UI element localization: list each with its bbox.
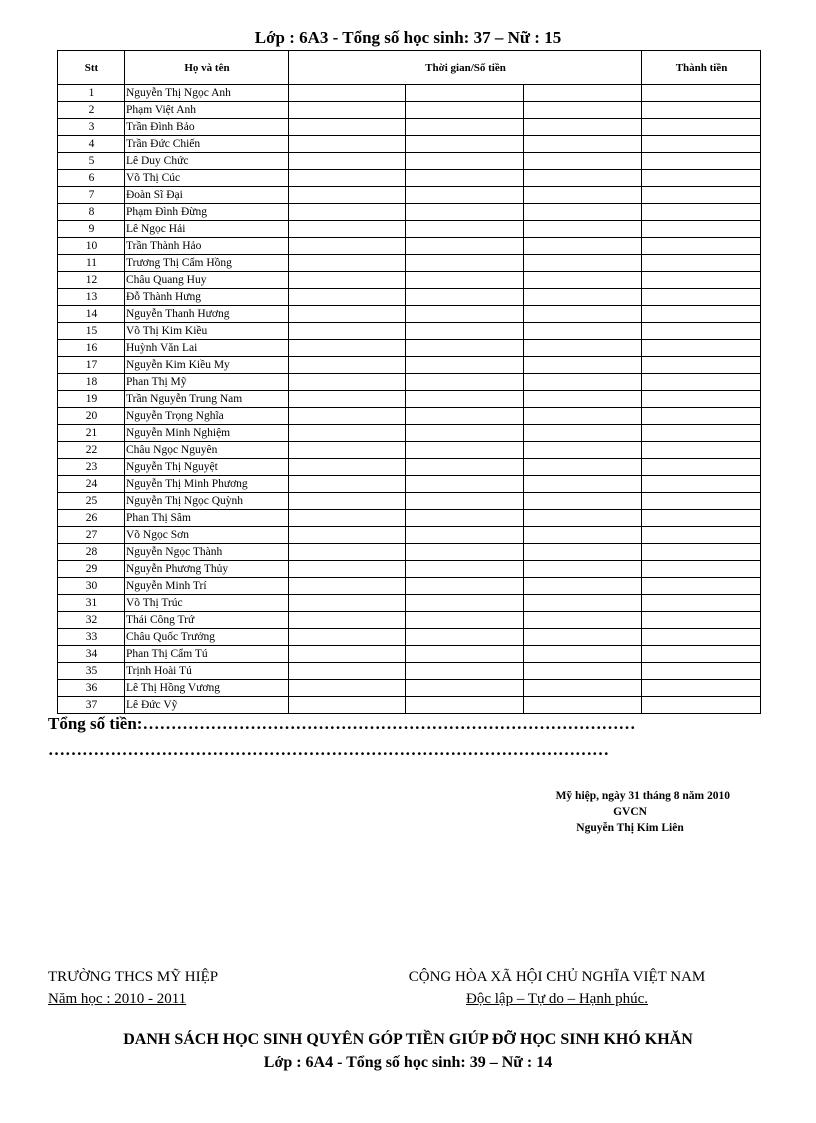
row-time-amount-cell-1 <box>289 391 406 408</box>
row-time-amount-cell-2 <box>406 544 524 561</box>
row-total-cell <box>642 646 761 663</box>
row-time-amount-cell-2 <box>406 221 524 238</box>
row-time-amount-cell-3 <box>524 629 642 646</box>
row-student-name: Trần Thành Hảo <box>125 238 289 255</box>
row-time-amount-cell-1 <box>289 493 406 510</box>
row-stt: 11 <box>58 255 125 272</box>
row-time-amount-cell-3 <box>524 306 642 323</box>
row-stt: 5 <box>58 153 125 170</box>
row-student-name: Trịnh Hoài Tú <box>125 663 289 680</box>
row-time-amount-cell-2 <box>406 697 524 714</box>
row-total-cell <box>642 357 761 374</box>
row-student-name: Nguyễn Thị Ngọc Anh <box>125 85 289 102</box>
row-time-amount-cell-2 <box>406 663 524 680</box>
table-row <box>58 357 761 374</box>
row-time-amount-cell-3 <box>524 697 642 714</box>
row-time-amount-cell-1 <box>289 306 406 323</box>
row-total-cell <box>642 476 761 493</box>
table-row <box>58 544 761 561</box>
row-time-amount-cell-2 <box>406 391 524 408</box>
row-stt: 35 <box>58 663 125 680</box>
total-amount-line <box>48 714 635 734</box>
row-stt: 18 <box>58 374 125 391</box>
row-student-name: Nguyễn Phương Thủy <box>125 561 289 578</box>
total-amount-dots: …………………………………………………………………………… <box>142 714 636 733</box>
table-row <box>58 272 761 289</box>
row-student-name: Nguyễn Thị Nguyệt <box>125 459 289 476</box>
row-time-amount-cell-3 <box>524 170 642 187</box>
signature-date: Mỹ hiệp, ngày 31 tháng 8 năm 2010 <box>555 790 730 802</box>
table-row <box>58 102 761 119</box>
row-time-amount-cell-3 <box>524 357 642 374</box>
row-total-cell <box>642 85 761 102</box>
row-time-amount-cell-3 <box>524 136 642 153</box>
row-time-amount-cell-2 <box>406 510 524 527</box>
table-row <box>58 510 761 527</box>
row-time-amount-cell-3 <box>524 119 642 136</box>
row-stt: 4 <box>58 136 125 153</box>
row-time-amount-cell-3 <box>524 340 642 357</box>
row-time-amount-cell-2 <box>406 289 524 306</box>
row-time-amount-cell-3 <box>524 102 642 119</box>
row-time-amount-cell-1 <box>289 425 406 442</box>
row-stt: 15 <box>58 323 125 340</box>
row-time-amount-cell-1 <box>289 561 406 578</box>
table-row <box>58 255 761 272</box>
row-total-cell <box>642 204 761 221</box>
row-stt: 3 <box>58 119 125 136</box>
row-time-amount-cell-2 <box>406 136 524 153</box>
table-row <box>58 680 761 697</box>
table-row <box>58 221 761 238</box>
row-time-amount-cell-1 <box>289 527 406 544</box>
row-time-amount-cell-1 <box>289 646 406 663</box>
row-student-name: Phạm Việt Anh <box>125 102 289 119</box>
column-header-name: Họ và tên <box>125 51 289 85</box>
table-row <box>58 323 761 340</box>
row-time-amount-cell-1 <box>289 544 406 561</box>
row-total-cell <box>642 323 761 340</box>
row-time-amount-cell-2 <box>406 272 524 289</box>
row-time-amount-cell-3 <box>524 187 642 204</box>
row-stt: 22 <box>58 442 125 459</box>
row-time-amount-cell-2 <box>406 476 524 493</box>
row-student-name: Lê Đức Vỹ <box>125 697 289 714</box>
row-student-name: Nguyễn Minh Trí <box>125 578 289 595</box>
total-amount-label: Tổng số tiền: <box>48 714 143 733</box>
row-total-cell <box>642 544 761 561</box>
row-total-cell <box>642 272 761 289</box>
next-class-summary: Lớp : 6A4 - Tổng số học sinh: 39 – Nữ : 14 <box>263 1054 553 1071</box>
row-time-amount-cell-3 <box>524 680 642 697</box>
row-time-amount-cell-1 <box>289 357 406 374</box>
row-time-amount-cell-2 <box>406 153 524 170</box>
row-student-name: Võ Thị Cúc <box>125 170 289 187</box>
row-stt: 23 <box>58 459 125 476</box>
row-total-cell <box>642 102 761 119</box>
row-student-name: Lê Ngọc Hải <box>125 221 289 238</box>
row-time-amount-cell-3 <box>524 646 642 663</box>
row-time-amount-cell-1 <box>289 578 406 595</box>
row-time-amount-cell-1 <box>289 187 406 204</box>
table-row <box>58 408 761 425</box>
row-time-amount-cell-1 <box>289 680 406 697</box>
row-stt: 10 <box>58 238 125 255</box>
row-student-name: Châu Quốc Trưởng <box>125 629 289 646</box>
row-stt: 9 <box>58 221 125 238</box>
row-time-amount-cell-1 <box>289 85 406 102</box>
row-time-amount-cell-1 <box>289 374 406 391</box>
row-student-name: Nguyễn Ngọc Thành <box>125 544 289 561</box>
row-student-name: Trần Nguyễn Trung Nam <box>125 391 289 408</box>
list-title: DANH SÁCH HỌC SINH QUYÊN GÓP TIỀN GIÚP ĐỠ HỌC SINH KHÓ KHĂN <box>123 1031 693 1048</box>
row-time-amount-cell-2 <box>406 408 524 425</box>
row-stt: 24 <box>58 476 125 493</box>
row-time-amount-cell-2 <box>406 442 524 459</box>
row-student-name: Châu Ngọc Nguyên <box>125 442 289 459</box>
row-time-amount-cell-1 <box>289 595 406 612</box>
row-time-amount-cell-2 <box>406 459 524 476</box>
row-total-cell <box>642 578 761 595</box>
row-stt: 31 <box>58 595 125 612</box>
row-total-cell <box>642 221 761 238</box>
table-header-row <box>58 51 761 85</box>
row-stt: 20 <box>58 408 125 425</box>
row-time-amount-cell-1 <box>289 510 406 527</box>
row-time-amount-cell-3 <box>524 391 642 408</box>
row-time-amount-cell-2 <box>406 238 524 255</box>
row-time-amount-cell-2 <box>406 612 524 629</box>
table-row <box>58 391 761 408</box>
row-time-amount-cell-1 <box>289 119 406 136</box>
row-total-cell <box>642 374 761 391</box>
row-time-amount-cell-1 <box>289 629 406 646</box>
row-stt: 30 <box>58 578 125 595</box>
table-row <box>58 561 761 578</box>
row-total-cell <box>642 391 761 408</box>
row-time-amount-cell-2 <box>406 680 524 697</box>
row-time-amount-cell-3 <box>524 442 642 459</box>
table-row <box>58 170 761 187</box>
row-time-amount-cell-2 <box>406 187 524 204</box>
row-student-name: Phan Thị Mỹ <box>125 374 289 391</box>
table-row <box>58 459 761 476</box>
row-time-amount-cell-1 <box>289 221 406 238</box>
row-time-amount-cell-3 <box>524 238 642 255</box>
row-stt: 12 <box>58 272 125 289</box>
table-row <box>58 340 761 357</box>
row-student-name: Huỳnh Văn Lai <box>125 340 289 357</box>
signature-block <box>500 788 760 836</box>
row-student-name: Phan Thị Cẩm Tú <box>125 646 289 663</box>
row-total-cell <box>642 153 761 170</box>
row-student-name: Võ Thị Kim Kiều <box>125 323 289 340</box>
row-time-amount-cell-3 <box>524 221 642 238</box>
row-time-amount-cell-3 <box>524 595 642 612</box>
row-student-name: Đoàn Sĩ Đại <box>125 187 289 204</box>
row-stt: 1 <box>58 85 125 102</box>
national-motto: Độc lập – Tự do – Hạnh phúc. <box>466 991 648 1007</box>
row-time-amount-cell-1 <box>289 612 406 629</box>
table-row <box>58 629 761 646</box>
row-time-amount-cell-2 <box>406 357 524 374</box>
row-time-amount-cell-3 <box>524 153 642 170</box>
row-total-cell <box>642 119 761 136</box>
row-total-cell <box>642 255 761 272</box>
row-time-amount-cell-2 <box>406 102 524 119</box>
row-time-amount-cell-2 <box>406 578 524 595</box>
row-time-amount-cell-1 <box>289 323 406 340</box>
row-time-amount-cell-2 <box>406 340 524 357</box>
row-total-cell <box>642 459 761 476</box>
table-row <box>58 374 761 391</box>
column-header-time-amount: Thời gian/Số tiền <box>289 51 642 85</box>
row-time-amount-cell-3 <box>524 612 642 629</box>
row-time-amount-cell-2 <box>406 119 524 136</box>
school-name: TRƯỜNG THCS MỸ HIỆP <box>48 969 219 985</box>
row-stt: 26 <box>58 510 125 527</box>
table-row <box>58 442 761 459</box>
school-header <box>48 966 218 1010</box>
row-time-amount-cell-3 <box>524 561 642 578</box>
row-total-cell <box>642 680 761 697</box>
row-student-name: Trần Đình Bảo <box>125 119 289 136</box>
row-time-amount-cell-1 <box>289 238 406 255</box>
row-time-amount-cell-3 <box>524 85 642 102</box>
table-row <box>58 425 761 442</box>
row-time-amount-cell-1 <box>289 153 406 170</box>
row-time-amount-cell-3 <box>524 578 642 595</box>
row-time-amount-cell-3 <box>524 527 642 544</box>
row-time-amount-cell-2 <box>406 425 524 442</box>
row-time-amount-cell-2 <box>406 527 524 544</box>
row-time-amount-cell-1 <box>289 697 406 714</box>
row-total-cell <box>642 289 761 306</box>
row-total-cell <box>642 527 761 544</box>
table-row <box>58 612 761 629</box>
row-time-amount-cell-2 <box>406 629 524 646</box>
row-total-cell <box>642 136 761 153</box>
row-stt: 17 <box>58 357 125 374</box>
row-time-amount-cell-2 <box>406 85 524 102</box>
row-student-name: Nguyễn Thị Minh Phương <box>125 476 289 493</box>
row-time-amount-cell-3 <box>524 510 642 527</box>
row-total-cell <box>642 340 761 357</box>
row-total-cell <box>642 238 761 255</box>
row-stt: 8 <box>58 204 125 221</box>
row-total-cell <box>642 697 761 714</box>
row-time-amount-cell-1 <box>289 204 406 221</box>
row-time-amount-cell-1 <box>289 289 406 306</box>
table-row <box>58 595 761 612</box>
row-student-name: Đỗ Thành Hưng <box>125 289 289 306</box>
row-stt: 2 <box>58 102 125 119</box>
total-amount-dots-continued: ……………………………………………………………………………………… <box>48 740 609 759</box>
row-student-name: Phan Thị Sâm <box>125 510 289 527</box>
row-time-amount-cell-3 <box>524 408 642 425</box>
row-time-amount-cell-3 <box>524 663 642 680</box>
row-student-name: Châu Quang Huy <box>125 272 289 289</box>
row-time-amount-cell-2 <box>406 595 524 612</box>
row-stt: 36 <box>58 680 125 697</box>
table-row <box>58 85 761 102</box>
school-year: Năm học : 2010 - 2011 <box>48 991 187 1007</box>
row-stt: 29 <box>58 561 125 578</box>
table-row <box>58 289 761 306</box>
row-total-cell <box>642 561 761 578</box>
table-row <box>58 527 761 544</box>
row-time-amount-cell-3 <box>524 459 642 476</box>
row-total-cell <box>642 629 761 646</box>
row-time-amount-cell-1 <box>289 102 406 119</box>
row-student-name: Nguyễn Minh Nghiệm <box>125 425 289 442</box>
signature-role: GVCN <box>613 806 647 818</box>
row-time-amount-cell-1 <box>289 255 406 272</box>
row-student-name: Lê Thị Hồng Vương <box>125 680 289 697</box>
row-stt: 27 <box>58 527 125 544</box>
table-row <box>58 306 761 323</box>
row-time-amount-cell-2 <box>406 323 524 340</box>
row-student-name: Trần Đức Chiến <box>125 136 289 153</box>
row-total-cell <box>642 425 761 442</box>
row-time-amount-cell-3 <box>524 374 642 391</box>
row-time-amount-cell-3 <box>524 425 642 442</box>
row-time-amount-cell-3 <box>524 476 642 493</box>
row-time-amount-cell-1 <box>289 442 406 459</box>
row-total-cell <box>642 408 761 425</box>
row-total-cell <box>642 595 761 612</box>
row-time-amount-cell-1 <box>289 459 406 476</box>
row-student-name: Nguyễn Kim Kiều My <box>125 357 289 374</box>
row-time-amount-cell-2 <box>406 306 524 323</box>
table-row <box>58 578 761 595</box>
row-total-cell <box>642 170 761 187</box>
row-time-amount-cell-2 <box>406 255 524 272</box>
signature-name: Nguyễn Thị Kim Liên <box>576 822 684 834</box>
table-row <box>58 187 761 204</box>
row-stt: 19 <box>58 391 125 408</box>
table-row <box>58 136 761 153</box>
student-roster-table <box>57 50 761 714</box>
row-stt: 21 <box>58 425 125 442</box>
row-total-cell <box>642 510 761 527</box>
column-header-stt: Stt <box>58 51 125 85</box>
national-header <box>384 966 730 1010</box>
row-total-cell <box>642 493 761 510</box>
row-time-amount-cell-2 <box>406 204 524 221</box>
row-student-name: Phạm Đình Đừng <box>125 204 289 221</box>
row-stt: 28 <box>58 544 125 561</box>
row-student-name: Trương Thị Cẩm Hồng <box>125 255 289 272</box>
row-time-amount-cell-1 <box>289 663 406 680</box>
row-stt: 16 <box>58 340 125 357</box>
row-time-amount-cell-3 <box>524 255 642 272</box>
row-total-cell <box>642 663 761 680</box>
row-total-cell <box>642 612 761 629</box>
row-time-amount-cell-2 <box>406 493 524 510</box>
row-time-amount-cell-3 <box>524 289 642 306</box>
table-row <box>58 238 761 255</box>
row-stt: 37 <box>58 697 125 714</box>
row-time-amount-cell-1 <box>289 136 406 153</box>
table-row <box>58 646 761 663</box>
row-total-cell <box>642 442 761 459</box>
row-time-amount-cell-1 <box>289 272 406 289</box>
table-row <box>58 663 761 680</box>
row-total-cell <box>642 306 761 323</box>
table-row <box>58 153 761 170</box>
table-row <box>58 119 761 136</box>
column-header-total: Thành tiền <box>642 51 761 85</box>
table-row <box>58 476 761 493</box>
roster-body <box>58 85 761 714</box>
row-time-amount-cell-3 <box>524 544 642 561</box>
row-time-amount-cell-1 <box>289 408 406 425</box>
row-stt: 33 <box>58 629 125 646</box>
row-stt: 6 <box>58 170 125 187</box>
table-row <box>58 697 761 714</box>
republic-name: CỘNG HÒA XÃ HỘI CHỦ NGHĨA VIỆT NAM <box>408 969 706 985</box>
row-stt: 7 <box>58 187 125 204</box>
row-total-cell <box>642 187 761 204</box>
row-student-name: Võ Ngọc Sơn <box>125 527 289 544</box>
row-stt: 32 <box>58 612 125 629</box>
class-summary-title: Lớp : 6A3 - Tổng số học sinh: 37 – Nữ : 15 <box>254 28 562 47</box>
row-stt: 34 <box>58 646 125 663</box>
row-time-amount-cell-1 <box>289 340 406 357</box>
row-student-name: Thái Công Trứ <box>125 612 289 629</box>
table-row <box>58 204 761 221</box>
table-row <box>58 493 761 510</box>
row-time-amount-cell-1 <box>289 170 406 187</box>
row-time-amount-cell-3 <box>524 204 642 221</box>
row-time-amount-cell-1 <box>289 476 406 493</box>
row-time-amount-cell-3 <box>524 272 642 289</box>
row-student-name: Lê Duy Chức <box>125 153 289 170</box>
row-stt: 25 <box>58 493 125 510</box>
row-time-amount-cell-3 <box>524 323 642 340</box>
row-time-amount-cell-2 <box>406 170 524 187</box>
row-time-amount-cell-2 <box>406 374 524 391</box>
row-student-name: Võ Thị Trúc <box>125 595 289 612</box>
row-time-amount-cell-2 <box>406 561 524 578</box>
row-time-amount-cell-3 <box>524 493 642 510</box>
row-student-name: Nguyễn Thanh Hương <box>125 306 289 323</box>
row-stt: 14 <box>58 306 125 323</box>
row-student-name: Nguyễn Trọng Nghĩa <box>125 408 289 425</box>
row-time-amount-cell-2 <box>406 646 524 663</box>
row-student-name: Nguyễn Thị Ngọc Quỳnh <box>125 493 289 510</box>
row-stt: 13 <box>58 289 125 306</box>
